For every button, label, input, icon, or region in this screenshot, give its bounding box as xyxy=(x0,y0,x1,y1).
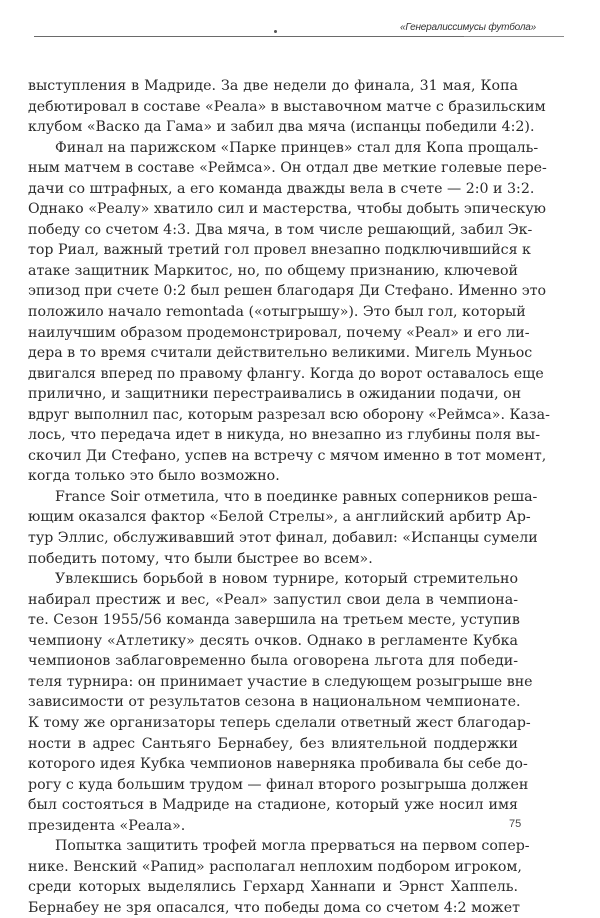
text-line: набирал престиж и вес, «Реал» запустил свои дела в чемпиона- xyxy=(28,591,518,608)
body-text xyxy=(28,76,550,918)
text-line: среди которых выделялись Герхард Ханнапи и Эрнст Хаппель. xyxy=(28,879,518,896)
text-line: атаке защитник Маркитос, но, по общему признанию, ключевой xyxy=(28,262,518,279)
text-line: К тому же организаторы теперь сделали ответный жест благодар- xyxy=(28,714,531,731)
paragraph-start-line: Попытка защитить трофей могла прерваться на первом сопер- xyxy=(55,838,530,855)
paragraph-start-line: France Soir отметила, что в поединке равных соперников реша- xyxy=(55,488,538,505)
text-line: ющим оказался фактор «Белой Стрелы», а английский арбитр Ар- xyxy=(28,509,531,526)
text-line: когда только это было возможно. xyxy=(28,468,280,485)
text-line: ным матчем в составе «Реймса». Он отдал две меткие голевые пере- xyxy=(28,160,547,177)
paragraph-start-line: Финал на парижском «Парке принцев» стал для Копа прощаль- xyxy=(55,139,539,156)
text-line: вдруг выполнил пас, которым разрезал всю оборону «Реймса». Каза- xyxy=(28,406,550,423)
text-line: чемпионов заблаговременно была оговорена льгота для победи- xyxy=(28,653,518,670)
text-line: дера в то время считали действительно великими. Мигель Муньос xyxy=(28,345,533,362)
paragraph-start-line: Увлекшись борьбой в новом турнире, который стремительно xyxy=(55,571,518,588)
text-line: которого идея Кубка чемпионов наверняка пробивала бы себе до- xyxy=(28,756,528,773)
text-line: Однако «Реалу» хватило сил и мастерства, чтобы добыть эпическую xyxy=(28,201,547,218)
text-line: выступления в Мадриде. За две недели до финала, 31 мая, Копа xyxy=(28,78,518,94)
text-line: эпизод при счете 0:2 был решен благодаря Ди Стефано. Именно это xyxy=(28,283,547,300)
text-line: ности в адрес Сантьяго Бернабеу, без влиятельной поддержки xyxy=(28,735,518,752)
text-line: скочил Ди Стефано, успев на встречу с мячом именно в тот момент, xyxy=(28,447,547,464)
header-rule xyxy=(34,36,464,37)
text-line: наилучшим образом продемонстрировал, почему «Реал» и его ли- xyxy=(28,324,530,341)
text-line: рогу с куда большим трудом — финал второго розыгрыша должен xyxy=(28,776,529,793)
running-header-title: «Генералиссимусы футбола» xyxy=(399,22,536,33)
text-line: тур Эллис, обслуживавший этот финал, добавил: «Испанцы сумели xyxy=(28,530,538,547)
scan-speck xyxy=(274,30,277,33)
text-line: клубом «Васко да Гама» и забил два мяча (испанцы победили 4:2). xyxy=(28,119,535,136)
text-line: тор Риал, важный третий гол провел внезапно подключившийся к xyxy=(28,242,531,259)
text-line: нике. Венский «Рапид» располагал неплохим подбором игроком, xyxy=(28,858,522,875)
text-line: теля турнира: он принимает участие в следующем розыгрыше вне xyxy=(28,673,533,690)
text-line: положило начало remontada («отыгрышу»). Это был гол, который xyxy=(28,304,526,321)
text-line: был состояться в Мадриде на стадионе, который уже носил имя xyxy=(28,797,518,814)
text-line: лось, что передача идет в никуда, но внезапно из глубины поля вы- xyxy=(28,427,540,444)
text-line: те. Сезон 1955/56 команда завершила на третьем месте, уступив xyxy=(28,612,520,629)
text-line: зависимости от результатов сезона в национальном чемпионате. xyxy=(28,694,521,711)
text-line: победу со счетом 4:3. Два мяча, в том числе решающий, забил Эк- xyxy=(28,221,533,238)
text-line: Бернабеу не зря опасался, что победы дома со счетом 4:2 может xyxy=(28,899,520,916)
text-line: президента «Реала». xyxy=(28,817,186,834)
text-line: дебютировал в составе «Реала» в выставочном матче с бразильским xyxy=(28,98,546,115)
page-number: 75 xyxy=(509,818,522,830)
text-line: победить потому, что были быстрее во всем». xyxy=(28,550,373,567)
text-line: чемпиону «Атлетику» десять очков. Однако в регламенте Кубка xyxy=(28,632,518,649)
header-rule-right xyxy=(464,36,564,37)
text-line: двигался вперед по правому флангу. Когда до ворот оставалось еще xyxy=(28,365,544,382)
text-line: прилично, и защитники перестраивались в ожидании подачи, он xyxy=(28,386,522,403)
text-line: дачи со штрафных, а его команда дважды вела в счете — 2:0 и 3:2. xyxy=(28,180,535,197)
